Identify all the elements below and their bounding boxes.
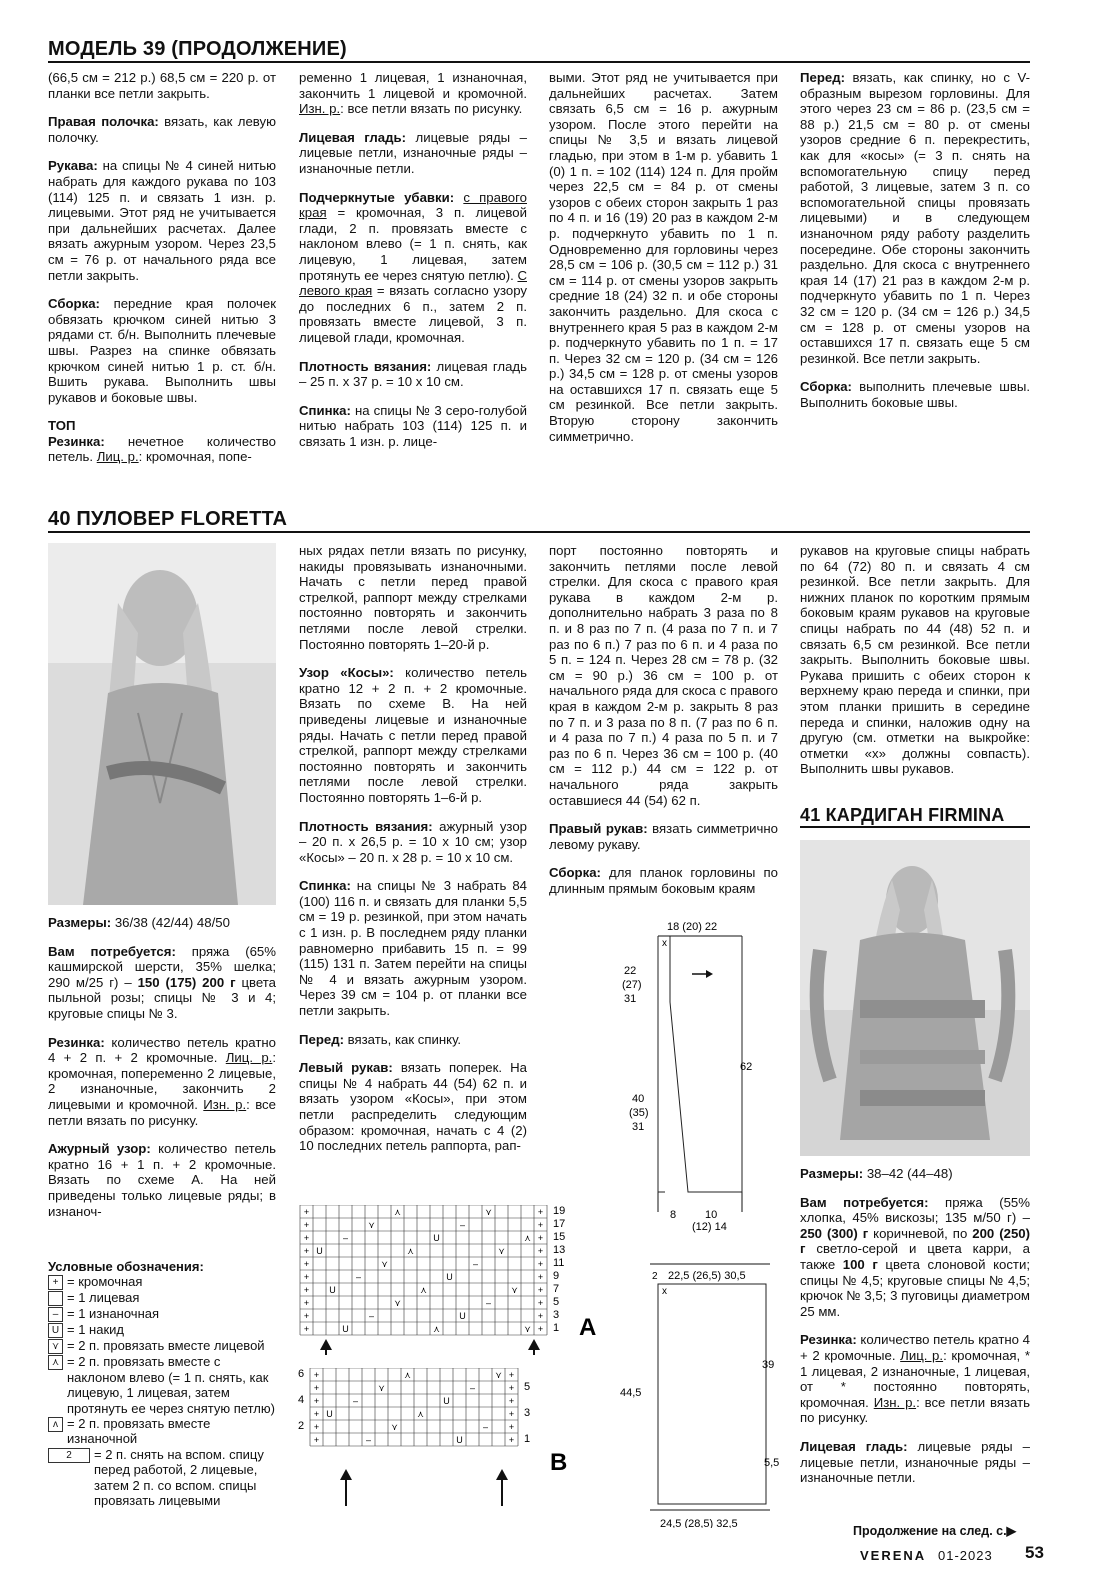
grid-symbol: ⋎ [485,1207,492,1217]
decreases-heading: Подчеркнутые убавки: [299,189,455,205]
legend-item-ssk [48,1354,278,1416]
pattern1-dim: 8 [670,1209,677,1221]
model40-photo [48,543,276,905]
pattern1-dim: 31 [624,993,637,1005]
grid-symbol: U [456,1435,463,1445]
model40-title: 40 ПУЛОВЕР FLORETTA [48,508,288,530]
pattern1-dim: 10 [705,1209,718,1221]
grid-symbol: U [433,1233,440,1243]
stockinette-text-41: лицевые ряды – лицевые петли, изнаночные ряды – изнаночные петли. [800,1438,1030,1486]
k2tog-symbol-icon: ⋎ [48,1339,63,1354]
grid-symbol: – [352,1396,359,1406]
chart-a-row-number: 19 [553,1205,566,1217]
chart-a-grid [300,1205,547,1335]
rib-heading-41: Резинка: [800,1332,857,1348]
chart-b-row-number: 1 [524,1433,531,1445]
rs-row-label-41: Лиц. р. [900,1347,944,1363]
grid-symbol: + [508,1383,515,1393]
sleeve-pattern [610,912,790,1242]
legend [48,1259,278,1508]
chart-a-label: A [579,1314,597,1341]
pattern2-dim: 5,5 [764,1457,780,1469]
grid-symbol: + [303,1298,310,1308]
sizes-heading: Размеры: [48,915,112,930]
grid-symbol: ⋏ [417,1409,424,1419]
band-pattern [610,1258,790,1528]
grid-symbol: + [537,1298,544,1308]
chart-a-row-number: 9 [553,1270,560,1282]
ssk-symbol-icon: ⋏ [48,1355,63,1370]
chart-a-row-number: 17 [553,1218,566,1230]
grid-symbol: U [446,1272,453,1282]
rib-continued-2: : все петли вязать по рисунку. [340,101,523,117]
stockinette-heading-41: Лицевая гладь: [800,1438,908,1454]
grid-symbol: + [303,1285,310,1295]
chart-b-row-number: 6 [298,1368,305,1380]
chart-a-row-numbers [553,1205,565,1334]
grid-symbol: – [365,1435,372,1445]
chart-a-arrow-icon [320,1339,332,1355]
chart-b-row-number: 4 [298,1394,305,1406]
grid-symbol: + [537,1285,544,1295]
top-heading: ТОП [48,418,76,434]
grid-symbol: – [469,1383,476,1393]
front-text: вязать, как спинку, но с V-образным вырезом горловины. Для этого через 23 см = 86 р. (23,5 см = 88 р.) 21,5 см = 80 р. от смены узоров средние 6 п. перекрестить, как для «косы» (= 3 п. снять на вспомогательную спицу перед работой, 3 лицевые, затем 3 п. со вспомогательной спицы провязать лицевыми) и в следующем изнаночном ряду работу разделить посередине. Обе стороны закончить раздельно. Для скоса с внутреннего края 14 (17) 21 раз в каждом 2-м р. подчеркнуто убавить по 1 п. Через 32 см = 120 р. (34 см = 126 р.) 34,5 см = 128 р. от смены узоров на оставшихся 17 п. связать еще 5 см резинкой. Все петли закрыть. [800,70,1030,366]
ws-row-label-40: Изн. р. [203,1096,247,1112]
grid-symbol: + [303,1207,310,1217]
grid-symbol: – [342,1233,349,1243]
pattern2-dim: 39 [762,1359,775,1371]
grid-symbol: – [459,1220,466,1230]
magazine-name: VERENA [860,1548,927,1563]
decreases-text: = кромочная, 3 п. лицевой глади, 2 п. провязать вместе с наклоном влево (= 1 п. снять, как лицевую, 1 лицевая, затем протянуть ее через снятую петлю). [299,205,527,283]
back-heading-40: Спинка: [299,878,351,894]
grid-symbol: + [303,1324,310,1334]
grid-symbol: U [459,1311,466,1321]
rib-text-41: : все петли вязать по рисунку. [800,1394,1030,1426]
assembly-heading-40: Сборка: [549,865,601,881]
right-edge-label: с правого края [299,189,527,221]
page-number: 53 [1025,1543,1044,1562]
gauge-heading-40: Плотность вязания: [299,818,433,834]
grid-symbol: ⋎ [495,1370,502,1380]
chart-b-row-number: 3 [524,1407,531,1419]
chart-a-row-number: 15 [553,1231,566,1243]
legend-title: Условные обозначения: [48,1259,204,1274]
gauge-text: лицевая гладь – 25 п. х 37 р. = 10 х 10 см. [299,358,527,390]
gauge-text-40: ажурный узор – 20 п. х 26,5 р. = 10 х 10 см; узор «Косы» – 20 п. х 28 р. = 10 х 10 см. [299,818,528,865]
grid-symbol: + [303,1311,310,1321]
legend-item-purl [48,1306,278,1322]
pattern1-dim: 40 [632,1093,645,1105]
materials-text-41: пряжа (55% хлопка, 45% вискозы; 135 м/50 г) – [800,1194,1030,1226]
grid-symbol: + [303,1259,310,1269]
pattern1-dim: (27) [622,979,642,991]
grid-symbol: + [303,1246,310,1256]
grid-symbol: ⋎ [391,1422,398,1432]
model41-photo-illustration [800,840,1030,1156]
continued-link[interactable]: Продолжение на след. с.▶ [853,1524,1017,1538]
left-edge-label: С левого края [299,267,527,299]
model40-column-2 [299,543,527,1154]
front-heading-40: Перед: [299,1031,344,1047]
grid-symbol: ⋏ [394,1207,401,1217]
legend-text: = 2 п. провязать вместе с наклоном влево (= 1 п. снять, как лицевую, 1 лицевая, затем протянуть ее через снятую петлю) [67,1354,275,1416]
grid-symbol: ⋎ [368,1220,375,1230]
grid-symbol: ⋏ [407,1246,414,1256]
grid-symbol: U [342,1324,349,1334]
grid-symbol: + [537,1272,544,1282]
rib-text-40-3: : все петли вязать по рисунку. [48,1096,276,1128]
grid-symbol: + [508,1396,515,1406]
assembly-text-2: выполнить плечевые швы. Выполнить боковые швы. [800,379,1030,410]
chart-b-row-number: 5 [524,1381,531,1393]
pattern2-mark: x [662,1286,667,1297]
chart-b-row-number: 2 [298,1420,305,1432]
chart-a [296,1205,608,1355]
grid-symbol: + [508,1409,515,1419]
pattern1-arrow-icon [692,970,713,978]
pattern1-top-dim: 18 (20) 22 [667,921,718,933]
rib-heading-40: Резинка: [48,1034,105,1050]
legend-item-p2tog [48,1416,278,1447]
lace-text: количество петель кратно 16 + 1 п. + 2 кромочные. Вязать по схеме А. На ней приведены только лицевые ряды; в изнаноч- [48,1141,276,1219]
grid-symbol: + [508,1370,515,1380]
rib-text: нечетное количество петель. [48,433,276,465]
model39-column-1 [48,70,276,465]
grid-symbol: + [537,1259,544,1269]
sizes-text-41: 38–42 (44–48) [863,1166,953,1181]
chart-b-grid [310,1368,518,1446]
purl-symbol-icon: – [48,1307,63,1322]
assembly-text-40: для планок горловины по длинным прямым боковым краям [549,865,778,896]
materials-text-41: коричневой, по [868,1225,973,1241]
pattern2-dim: 22,5 (26,5) 30,5 [668,1270,746,1282]
pattern1-dim: 62 [740,1061,753,1073]
grid-symbol: + [537,1233,544,1243]
pattern1-dim: 22 [624,965,637,977]
stockinette-heading: Лицевая гладь: [299,129,407,145]
model40-column-1 [48,915,276,1219]
left-sleeve-heading: Левый рукав: [299,1060,393,1076]
model40-column-4 [800,543,1030,777]
chart-a-row-number: 3 [553,1309,560,1321]
model41-title: 41 КАРДИГАН FIRMINA [800,805,1005,825]
selvage-symbol-icon: + [48,1275,63,1290]
grid-symbol: ⋎ [394,1298,401,1308]
legend-text: = 1 изнаночная [67,1306,160,1322]
header-rule [48,61,1030,63]
legend-item-selvage [48,1274,278,1290]
sizes-text: 36/38 (42/44) 48/50 [111,915,230,930]
legend-text: = 2 п. провязать вместе лицевой [67,1338,265,1354]
materials-amount-41: 100 г [842,1256,878,1272]
legend-text: = 1 лицевая [67,1290,140,1306]
grid-symbol: ⋎ [498,1246,505,1256]
legend-item-cable [48,1447,278,1509]
issue-number: 01-2023 [938,1548,993,1563]
grid-symbol: – [472,1259,479,1269]
rib-text-41: : кромочная, * 1 лицевая, 2 изнаночные, 1 лицевая, от * постоянно повторять, кромочная. [800,1347,1030,1410]
grid-symbol: + [508,1422,515,1432]
grid-symbol: + [313,1383,320,1393]
chart-a-row-number: 1 [553,1322,560,1334]
grid-symbol: + [537,1311,544,1321]
grid-symbol: U [326,1409,333,1419]
back-continued-text: выми. Этот ряд не учитывается при дальнейших расчетах. Затем связать 6,5 см = 16 р. ажурным узором. После этого перейти на спицы № 3,5 и вязать лицевой гладью, при этом в 1-м р. убавить 1 (0) 1 п. = 102 (114) 124 п. Для пройм через 22,5 см = 84 р. от смены узоров с обеих сторон закрыть 1 раз по 4 п. и 16 (19) 20 раз в каждом 2-м р. подчеркнуто убавить по 1 п. Одновременно для горловины через 28,5 см = 106 р. (30,5 см = 112 р.) 31 см = 114 р. от смены узоров закрыть средние 18 (24) 32 п. и обе стороны закончить раздельно. Для скоса с внутреннего края 5 раз в каждом 2-м р. подчеркнуто убавить по 1 п. = 17 п. Через 32 см = 120 р. (34 см = 126 р.) 34,5 см = 128 р. от смены узоров на оставшихся 17 п. связать еще 5 см резинкой. Все петли закрыть. Вторую сторону закончить симметрично. [549,70,778,444]
model40-photo-illustration [48,543,276,905]
cable-text: количество петель кратно 12 + 2 п. + 2 кромочные. Вязать по схеме В. На ней приведены лицевые и изнаночные ряды. Начать с петли перед правой стрелкой, раппорт между стрелками постоянно повторять и закончить петлями после левой стрелки. Постоянно повторять 1–6-й р. [299,665,527,805]
legend-item-knit [48,1290,278,1306]
yarnover-symbol-icon: U [48,1323,63,1338]
cable-symbol-icon: 2 [48,1448,90,1463]
grid-symbol: ⋎ [381,1259,388,1269]
lace-continued-text: ных рядах петли вязать по рисунку, накиды провязывать изнаночными. Начать с петли перед правой стрелкой, раппорт между стрелками постоянно повторять и закончить петлями после левой стрелки. Постоянно повторять 1–20-й р. [299,543,527,652]
rib-continued: ременно 1 лицевая, 1 изнаночная, закончить 1 лицевой и кромочной. [299,70,527,101]
grid-symbol: + [303,1233,310,1243]
model39-column-4 [800,70,1030,410]
sleeves-text: на спицы № 4 синей нитью набрать для каждого рукава по 103 (114) 125 п. и связать 1 изн. р. лицевыми. Этот ряд не учитывается при дальнейших расчетах. Далее вязать ажурным узором. Через 23,5 см = 76 р. от начального ряда все петли закрыть. [48,158,276,283]
grid-symbol: + [303,1272,310,1282]
grid-symbol: ⋏ [420,1285,427,1295]
rs-row-label-40: Лиц. р. [225,1050,273,1066]
front-heading: Перед: [800,70,845,85]
pattern2-dim: 2 [652,1271,658,1282]
model39-column-2 [299,70,527,449]
grid-symbol: U [443,1396,450,1406]
pattern2-dim: 44,5 [620,1387,642,1399]
materials-text: пряжа (65% кашмирской шерсти, 35% шелка; 290 м/25 г) – [48,943,276,990]
grid-symbol: + [313,1409,320,1419]
materials-amount-41: 200 (250) г [800,1225,1031,1257]
gauge-heading: Плотность вязания: [299,358,432,374]
chart-b [296,1368,608,1508]
materials-text-41: цвета слоновой кости; спицы № 4,5; круговые спицы № 4,5; крючок № 3,5; 3 пуговицы диаметром 25 мм. [800,1256,1030,1319]
chart-b-arrow-icon [496,1469,508,1506]
grid-symbol: + [313,1435,320,1445]
chart-a-row-number: 13 [553,1244,566,1256]
right-sleeve-heading: Правый рукав: [549,821,648,837]
pattern2-dim: 24,5 (28,5) 32,5 [660,1518,738,1528]
materials-text-41: светло-серой и цвета карри, а также [800,1241,1030,1272]
rib-heading: Резинка: [48,433,105,449]
grid-symbol: + [537,1246,544,1256]
chart-b-label: B [550,1449,568,1476]
grid-symbol: ⋏ [404,1370,411,1380]
materials-text-2: цвета пыльной розы; спицы № 3 и 4; круговые спицы № 3. [48,974,276,1021]
back-heading: Спинка: [299,402,351,418]
ws-row-label: Изн. р. [299,101,341,117]
grid-symbol: – [482,1422,489,1432]
grid-symbol: – [485,1298,492,1308]
left-sleeve-text: вязать поперек. На спицы № 4 набрать 44 (54) 62 п. и вязать узором «Косы», при этом петли распределить следующим образом: кромочная, начать с 4 (2) 10 последних петель раппорта, рап- [299,1060,527,1154]
right-front-heading: Правая полочка: [48,114,159,130]
grid-symbol: ⋏ [524,1233,531,1243]
pattern1-dim: (35) [629,1107,649,1119]
rib-text-41: количество петель кратно 4 + 2 кромочные. [800,1332,1031,1363]
grid-symbol: U [316,1246,323,1256]
rib-text-40: количество петель кратно 4 + 2 п. + 2 кромочные. [48,1034,276,1066]
p2tog-symbol-icon: ʌ [48,1417,63,1432]
legend-text: = 2 п. провязать вместе изнаночной [67,1416,211,1447]
legend-item-yarnover [48,1322,278,1338]
chart-a-row-number: 7 [553,1283,560,1295]
front-text-40: вязать, как спинку. [343,1031,462,1047]
rib-text-40-2: : кромочная, попеременно 2 лицевые, 2 изнаночные, закончить 2 лицевыми и кромочной. [48,1050,276,1112]
grid-symbol: + [313,1422,320,1432]
grid-symbol: – [368,1311,375,1321]
grid-symbol: ⋎ [511,1285,518,1295]
left-sleeve-continued: порт постоянно повторять и закончить петлями после левой стрелки. Для скоса с правого края рукава в каждом 2-м р. дополнительно набрать 3 раза по 8 п. и 8 раз по 7 п. (4 раза по 7 п. и 7 раз по 6 п.) 7 раз по 6 п. и 4 раза по 5 п. = 124 п. Через 28 см = 78 р. (32 см = 90 р.) 36 см = 100 р. от начального ряда для скоса с правого края в каждом 2-м р. закрыть 8 раз по 7 п. и 3 раза по 8 п. (7 раз по 6 п. и 4 раза по 7 п.) 4 раза по 5 п. и 7 раз по 6 п. Через 36 см = 100 р. (40 см = 112 р.) 44 см = 122 р. от начального ряда закрыть оставшиеся 44 (54) 62 п. [549,543,778,808]
grid-symbol: U [329,1285,336,1295]
chart-a-arrow-icon [528,1339,540,1355]
back-text-40: на спицы № 3 набрать 84 (100) 116 п. и связать для планки 5,5 см = 19 р. резинкой, при этом начать с 1 изн. р. В последнем ряду планки равномерно прибавить 15 п. = 99 (115) 131 п. Затем перейти на спицы № 4 и вязать ажурным узором. Через 39 см = 104 р. от планки все петли закрыть. [299,878,527,1019]
materials-amount-41: 250 (300) г [800,1225,869,1241]
back-text: на спицы № 3 серо-голубой нитью набрать 103 (114) 125 п. и связать 1 изн. р. лице- [299,402,527,449]
decreases-text-2: = вязать согласно узору до последних 6 п., затем 2 п. провязать вместе лицевой, 3 п. лицевой глади, кромочная. [299,283,527,345]
materials-heading: Вам потребуется: [48,943,176,959]
model41-rule [800,826,1030,828]
knit-symbol-icon [48,1291,63,1306]
model41-photo [800,840,1030,1156]
legend-text: = 1 накид [67,1322,124,1338]
grid-symbol: + [303,1220,310,1230]
legend-text: = 2 п. снять на вспом. спицу перед работой, 2 лицевые, затем 2 п. со вспом. спицы провязать лицевыми [94,1446,264,1509]
grid-symbol: + [537,1207,544,1217]
grid-symbol: ⋎ [378,1383,385,1393]
grid-symbol: ⋏ [433,1324,440,1334]
model41-column [800,1166,1030,1486]
assembly-heading: Сборка: [48,296,100,312]
sleeves-heading: Рукава: [48,158,98,174]
model40-column-3 [549,543,778,896]
right-front-text: вязать, как левую полочку. [48,114,276,145]
materials-amount: 150 (175) 200 г [137,974,236,990]
pattern1-mark: x [662,938,667,949]
grid-symbol: + [508,1435,515,1445]
right-sleeve-text: вязать симметрично левому рукаву. [549,821,778,852]
assembly-heading-2: Сборка: [800,379,852,395]
grid-symbol: ⋎ [524,1324,531,1334]
grid-symbol: – [355,1272,362,1282]
grid-symbol: + [313,1396,320,1406]
lace-heading: Ажурный узор: [48,1141,151,1157]
rs-row-label: Лиц. р. [96,449,139,465]
grid-symbol: + [313,1370,320,1380]
grid-symbol: + [537,1220,544,1230]
cable-heading: Узор «Косы»: [299,665,394,681]
assembly-continued-40: рукавов на круговые спицы набрать по 64 (72) 80 п. и связать 4 см резинкой. Все петли закрыть. Для нижних планок по коротким прямым боковым краям рукавов на круговые спицы набрать по 44 (48) 52 п. и связать 6,5 см резинкой. Все петли закрыть. Выполнить боковые швы. Рукава пришить с обеих сторон к верхнему краю переда и спинки, при этом планки пришить в середине переда и спинки, наложив одну на другую (см. отметки на выкройке: отметки «х» должны совпасть). Выполнить швы рукавов. [800,543,1030,777]
legend-item-k2tog [48,1338,278,1354]
chart-a-row-number: 5 [553,1296,560,1308]
rib-text-2: : кромочная, попе- [138,449,252,465]
page-title: МОДЕЛЬ 39 (ПРОДОЛЖЕНИЕ) [48,38,347,60]
pattern1-dim: (12) 14 [692,1221,727,1233]
sizes-heading-41: Размеры: [800,1166,864,1181]
grid-symbol: + [537,1324,544,1334]
legend-text: = кромочная [67,1274,143,1290]
intro-text: (66,5 см = 212 р.) 68,5 см = 220 р. от планки все петли закрыть. [48,70,276,101]
model40-rule [48,531,1030,533]
ws-row-label-41: Изн. р. [873,1394,917,1410]
chart-b-arrow-icon [340,1469,352,1506]
stockinette-text: лицевые ряды – лицевые петли, изнаночные ряды – изнаночные петли. [299,129,527,176]
assembly-text: передние края полочек обвязать крючком синей нитью 3 рядами ст. б/н. Выполнить плечевые швы. Разрез на спинке обвязать крючком синей нитью 1 р. ст. б/н. Вшить рукава. Выполнить швы рукавов и боковые швы. [48,296,276,405]
chart-a-row-number: 11 [553,1257,565,1269]
pattern1-dim: 31 [632,1121,645,1133]
model39-column-3 [549,70,778,444]
materials-heading-41: Вам потребуется: [800,1194,929,1210]
